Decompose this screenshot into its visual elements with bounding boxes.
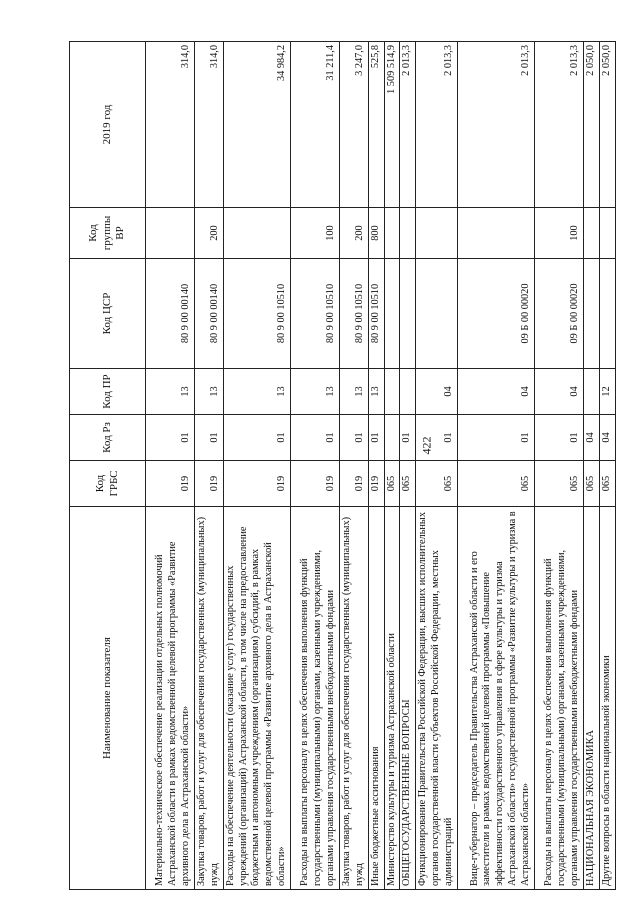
- table-row: [384, 42, 400, 890]
- cell-amount: 2 013,3: [416, 42, 458, 208]
- header-pr: Код ПР: [70, 369, 146, 415]
- cell-grbs: 065: [599, 461, 615, 507]
- cell-rz: 01: [368, 415, 384, 461]
- cell-amount: 1 509 514,9: [384, 42, 400, 208]
- cell-pr: [400, 369, 416, 415]
- cell-amount: 34 984,2: [223, 42, 290, 208]
- cell-grbs: 065: [534, 461, 583, 507]
- cell-rz: 01: [195, 415, 224, 461]
- cell-pr: 04: [416, 369, 458, 415]
- cell-pr: 13: [368, 369, 384, 415]
- table-row: [583, 42, 599, 890]
- cell-pr: 04: [457, 369, 534, 415]
- table-row: [416, 42, 458, 890]
- cell-grbs: 019: [340, 461, 369, 507]
- cell-vr: [416, 208, 458, 259]
- cell-amount: 2 013,3: [534, 42, 583, 208]
- cell-pr: 13: [340, 369, 369, 415]
- header-rz: Код Рз: [70, 415, 146, 461]
- table-body: [146, 42, 616, 890]
- cell-amount: 2 050,0: [583, 42, 599, 208]
- cell-name: Закупка товаров, работ и услуг для обеспечения государственных (муниципальных) нужд: [340, 507, 369, 890]
- cell-rz: 01: [223, 415, 290, 461]
- cell-name: Функционирование Правительства Российской Федерации, высших исполнительных органов государственной власти субъектов Российской Федерации, местных администраций: [416, 507, 458, 890]
- cell-vr: [599, 208, 615, 259]
- table-row: [457, 42, 534, 890]
- cell-pr: 13: [146, 369, 195, 415]
- cell-rz: 01: [416, 415, 458, 461]
- cell-csr: 80 9 00 00140: [146, 259, 195, 369]
- cell-vr: [223, 208, 290, 259]
- cell-csr: 80 9 00 10510: [368, 259, 384, 369]
- header-grbs: Код ГРБС: [70, 461, 146, 507]
- cell-amount: 2 013,3: [457, 42, 534, 208]
- budget-table: [69, 41, 616, 890]
- cell-vr: 200: [340, 208, 369, 259]
- table-header-row: [70, 42, 146, 890]
- cell-rz: 04: [599, 415, 615, 461]
- cell-amount: 2 013,3: [400, 42, 416, 208]
- cell-rz: 01: [291, 415, 340, 461]
- table-row: [534, 42, 583, 890]
- cell-name: Иные бюджетные ассигнования: [368, 507, 384, 890]
- cell-rz: [384, 415, 400, 461]
- cell-name: Расходы на выплаты персоналу в целях обеспечения выполнения функций государственными (муниципальными) органами, казенными учреждениями, органами управления государственными внебюджетными фондами: [291, 507, 340, 890]
- cell-grbs: 065: [384, 461, 400, 507]
- budget-table-sheet: [69, 42, 612, 890]
- cell-vr: 100: [534, 208, 583, 259]
- cell-grbs: 065: [457, 461, 534, 507]
- cell-csr: [384, 259, 400, 369]
- cell-amount: 3 247,0: [340, 42, 369, 208]
- cell-grbs: 019: [291, 461, 340, 507]
- cell-csr: 80 9 00 10510: [340, 259, 369, 369]
- cell-vr: [457, 208, 534, 259]
- header-name: Наименование показателя: [70, 507, 146, 890]
- table-row: [599, 42, 615, 890]
- cell-amount: 314,0: [146, 42, 195, 208]
- cell-csr: 80 9 00 10510: [291, 259, 340, 369]
- cell-vr: [400, 208, 416, 259]
- cell-name: Расходы на обеспечение деятельности (оказание услуг) государственных учреждений (организаций) Астраханской области, в том числе на предоставление бюджетным и автономным учреждениям (организациям) субсидий, в рамках ведомственной целевой программы «Развитие архивного дела в Астраханской области»: [223, 507, 290, 890]
- cell-name: НАЦИОНАЛЬНАЯ ЭКОНОМИКА: [583, 507, 599, 890]
- cell-vr: [583, 208, 599, 259]
- cell-name: ОБЩЕГОСУДАРСТВЕННЫЕ ВОПРОСЫ: [400, 507, 416, 890]
- cell-name: Материально-техническое обеспечение реализации отдельных полномочий Астраханской области в рамках ведомственной целевой программы «Развитие архивного дела в Астраханской области»: [146, 507, 195, 890]
- cell-pr: [384, 369, 400, 415]
- cell-grbs: 019: [146, 461, 195, 507]
- cell-vr: 200: [195, 208, 224, 259]
- cell-vr: 100: [291, 208, 340, 259]
- cell-amount: 31 211,4: [291, 42, 340, 208]
- cell-name: Другие вопросы в области национальной экономики: [599, 507, 615, 890]
- cell-rz: 01: [146, 415, 195, 461]
- header-csr: Код ЦСР: [70, 259, 146, 369]
- cell-pr: [583, 369, 599, 415]
- cell-csr: 09 Б 00 00020: [457, 259, 534, 369]
- cell-grbs: 065: [583, 461, 599, 507]
- cell-pr: 04: [534, 369, 583, 415]
- cell-rz: 01: [400, 415, 416, 461]
- header-year: 2019 год: [70, 42, 146, 208]
- cell-pr: 13: [223, 369, 290, 415]
- cell-grbs: 019: [195, 461, 224, 507]
- cell-csr: 80 9 00 00140: [195, 259, 224, 369]
- cell-csr: [400, 259, 416, 369]
- cell-csr: [583, 259, 599, 369]
- table-row: [223, 42, 290, 890]
- cell-rz: 01: [457, 415, 534, 461]
- table-row: [400, 42, 416, 890]
- cell-rz: 04: [583, 415, 599, 461]
- cell-name: Министерство культуры и туризма Астраханской области: [384, 507, 400, 890]
- cell-amount: 2 050,0: [599, 42, 615, 208]
- table-row: [368, 42, 384, 890]
- cell-amount: 314,0: [195, 42, 224, 208]
- cell-name: Расходы на выплаты персоналу в целях обеспечения выполнения функций государственными (муниципальными) органами, казенными учреждениями, органами управления государственными внебюджетными фондами: [534, 507, 583, 890]
- cell-vr: 800: [368, 208, 384, 259]
- page-number: 422: [419, 436, 434, 455]
- cell-vr: [146, 208, 195, 259]
- table-row: [195, 42, 224, 890]
- cell-grbs: 019: [223, 461, 290, 507]
- cell-csr: [416, 259, 458, 369]
- cell-pr: 13: [195, 369, 224, 415]
- table-row: [340, 42, 369, 890]
- cell-name: Закупка товаров, работ и услуг для обеспечения государственных (муниципальных) нужд: [195, 507, 224, 890]
- cell-rz: 01: [340, 415, 369, 461]
- cell-grbs: 065: [400, 461, 416, 507]
- cell-pr: 12: [599, 369, 615, 415]
- header-vr: Код группы ВР: [70, 208, 146, 259]
- cell-amount: 525,8: [368, 42, 384, 208]
- rotated-table-wrapper: [69, 42, 612, 890]
- table-row: [291, 42, 340, 890]
- cell-grbs: 065: [416, 461, 458, 507]
- cell-name: Вице-губернатор – председатель Правительства Астраханской области и его заместители в рамках ведомственной целевой программы «Повышение эффективности государственного управления в сфере культуры и туризма Астраханской области» государственной программы «Развитие культуры и туризма в Астраханской области»: [457, 507, 534, 890]
- table-row: [146, 42, 195, 890]
- cell-csr: 09 Б 00 00020: [534, 259, 583, 369]
- cell-csr: [599, 259, 615, 369]
- cell-rz: 01: [534, 415, 583, 461]
- cell-pr: 13: [291, 369, 340, 415]
- cell-grbs: 019: [368, 461, 384, 507]
- cell-csr: 80 9 00 10510: [223, 259, 290, 369]
- cell-vr: [384, 208, 400, 259]
